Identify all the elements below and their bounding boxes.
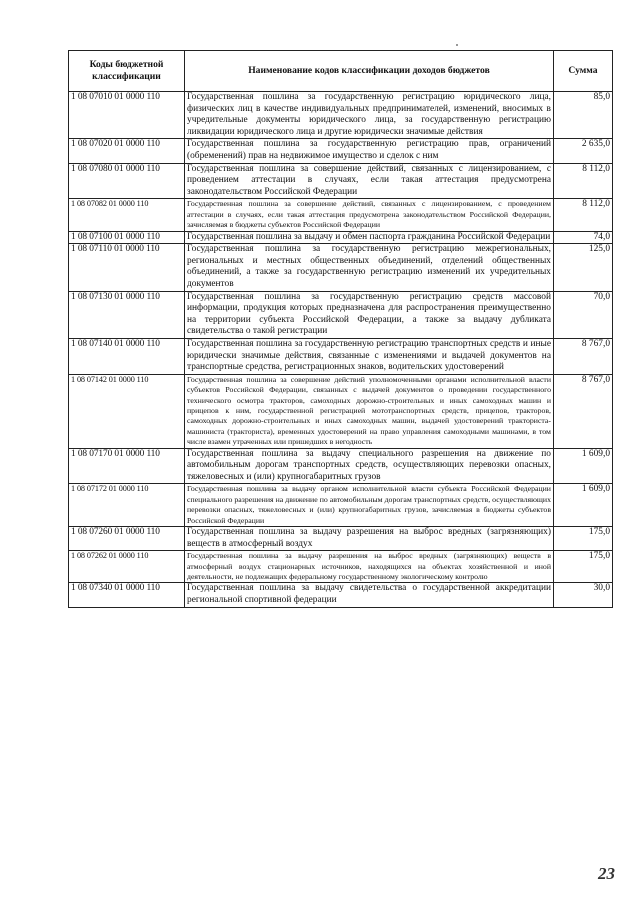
row-name: Государственная пошлина за выдачу и обмен паспорта гражданина Российской Федерации (185, 231, 554, 244)
row-sum: 8 112,0 (554, 163, 613, 199)
row-sum: 125,0 (554, 244, 613, 291)
row-code: 1 08 07172 01 0000 110 (69, 484, 185, 527)
row-sum: 175,0 (554, 551, 613, 583)
row-code: 1 08 07340 01 0000 110 (69, 583, 185, 607)
row-sum: 2 635,0 (554, 139, 613, 163)
row-code: 1 08 07100 01 0000 110 (69, 231, 185, 244)
row-sum: 8 767,0 (554, 374, 613, 448)
row-name: Государственная пошлина за совершение действий уполномоченными органами исполнительной власти субъектов Российской Федерации, связанных с выдачей документов о проведении государственного технического осмотра тракторов, самоходных дорожно-строительных и иных самоходных машин и прицепов к ним, государственной регистрацией мототранспортных средств, прицепов, тракторов, самоходных дорожно-строительных и иных самоходных машин, выдачей удостоверений тракториста-машиниста (тракториста), временных удостоверений на право управления самоходными машинами, в том числе взамен утраченных или пришедших в негодность (185, 374, 554, 448)
table-row (69, 374, 613, 448)
table-row (69, 291, 613, 338)
row-sum: 1 609,0 (554, 448, 613, 484)
table-row (69, 163, 613, 199)
row-sum: 30,0 (554, 583, 613, 607)
row-name: Государственная пошлина за совершение действий, связанных с лицензированием, с проведением аттестации в случаях, если такая аттестация предусмотрена законодательством Российской Федерации (185, 163, 554, 199)
row-code: 1 08 07082 01 0000 110 (69, 199, 185, 231)
row-name: Государственная пошлина за государственную регистрацию транспортных средств и иные юридически значимые действия, связанные с изменениями и выдачей документов на транспортные средства, регистрационных знаков, водительских удостоверений (185, 338, 554, 374)
row-code: 1 08 07130 01 0000 110 (69, 291, 185, 338)
row-sum: 85,0 (554, 92, 613, 139)
scan-speck (456, 44, 458, 46)
row-sum: 1 609,0 (554, 484, 613, 527)
row-code: 1 08 07140 01 0000 110 (69, 338, 185, 374)
row-name: Государственная пошлина за выдачу органом исполнительной власти субъекта Российской Федерации специального разрешения на движение по автомобильным дорогам транспортных средств, осуществляющих перевозки опасных, тяжеловесных и (или) крупногабаритных грузов, зачисляемая в бюджеты субъектов Российской Федерации (185, 484, 554, 527)
row-code: 1 08 07080 01 0000 110 (69, 163, 185, 199)
page-number: 23 (598, 864, 615, 883)
table-body (69, 92, 613, 608)
header-code: Коды бюджетной классификации (69, 51, 185, 92)
table-row (69, 244, 613, 291)
row-code: 1 08 07010 01 0000 110 (69, 92, 185, 139)
table-row (69, 551, 613, 583)
row-sum: 8 767,0 (554, 338, 613, 374)
row-name: Государственная пошлина за выдачу свидетельства о государственной аккредитации региональной спортивной федерации (185, 583, 554, 607)
row-sum: 74,0 (554, 231, 613, 244)
row-name: Государственная пошлина за государственную регистрацию юридического лица, физических лиц в качестве индивидуальных предпринимателей, изменений, вносимых в учредительные документы юридического лица, за государственную регистрацию ликвидации юридического лица и другие юридически значимые действия (185, 92, 554, 139)
row-sum: 8 112,0 (554, 199, 613, 231)
table-row (69, 526, 613, 550)
table-row (69, 448, 613, 484)
table-row (69, 484, 613, 527)
row-name: Государственная пошлина за государственную регистрацию средств массовой информации, продукция которых предназначена для распространения преимущественно на территории субъекта Российской Федерации, а также за выдачу дубликата свидетельства о такой регистрации (185, 291, 554, 338)
row-name: Государственная пошлина за выдачу разрешения на выброс вредных (загрязняющих) веществ в атмосферный воздух стационарных источников, находящихся на объектах хозяйственной и иной деятельности, не подлежащих федеральному государственному экологическому контролю (185, 551, 554, 583)
row-name: Государственная пошлина за выдачу разрешения на выброс вредных (загрязняющих) веществ в атмосферный воздух (185, 526, 554, 550)
table-row (69, 583, 613, 607)
row-code: 1 08 07262 01 0000 110 (69, 551, 185, 583)
table-row (69, 231, 613, 244)
table-row (69, 92, 613, 139)
row-code: 1 08 07170 01 0000 110 (69, 448, 185, 484)
header-name: Наименование кодов классификации доходов бюджетов (185, 51, 554, 92)
row-code: 1 08 07020 01 0000 110 (69, 139, 185, 163)
table-row (69, 139, 613, 163)
table-row (69, 199, 613, 231)
row-code: 1 08 07260 01 0000 110 (69, 526, 185, 550)
table-header-row (69, 51, 613, 92)
row-sum: 175,0 (554, 526, 613, 550)
budget-revenue-table (68, 50, 613, 608)
table-row (69, 338, 613, 374)
row-name: Государственная пошлина за государственную регистрацию межрегиональных, региональных и местных общественных объединений, отделений общественных объединений, а также за государственную регистрацию изменений их учредительных документов (185, 244, 554, 291)
header-sum: Сумма (554, 51, 613, 92)
row-code: 1 08 07110 01 0000 110 (69, 244, 185, 291)
row-code: 1 08 07142 01 0000 110 (69, 374, 185, 448)
row-name: Государственная пошлина за совершение действий, связанных с лицензированием, с проведением аттестации в случаях, если такая аттестация предусмотрена законодательством Российской Федерации, зачисляемая в бюджеты субъектов Российской Федерации (185, 199, 554, 231)
row-name: Государственная пошлина за выдачу специального разрешения на движение по автомобильным дорогам транспортных средств, осуществляющих перевозки опасных, тяжеловесных и (или) крупногабаритных грузов (185, 448, 554, 484)
row-name: Государственная пошлина за государственную регистрацию прав, ограничений (обременений) прав на недвижимое имущество и сделок с ним (185, 139, 554, 163)
row-sum: 70,0 (554, 291, 613, 338)
